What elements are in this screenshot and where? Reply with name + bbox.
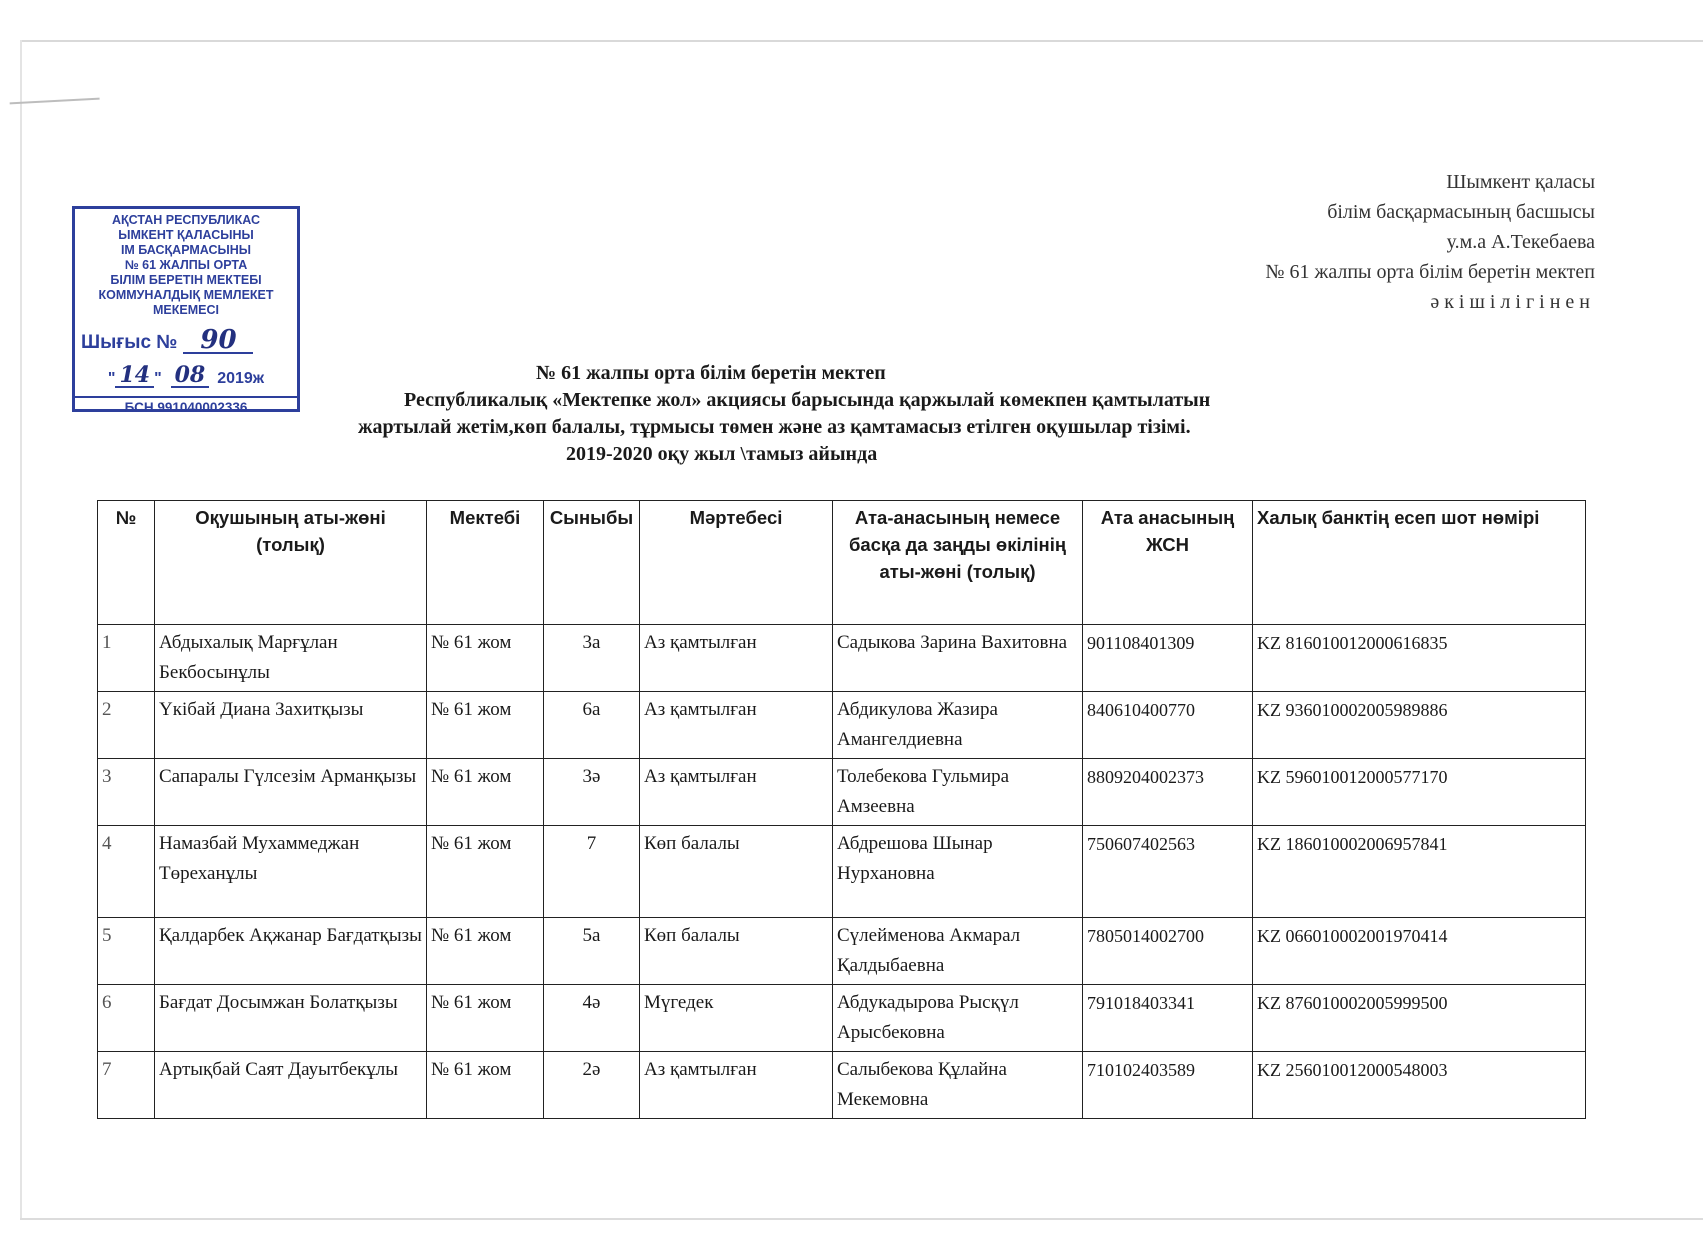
stamp-day: 14 <box>115 364 154 388</box>
table-header-row <box>98 501 1586 625</box>
cell-name: Намазбай Мухаммеджан Төреханұлы <box>155 826 427 918</box>
cell-parent: Абдрешова Шынар Нурхановна <box>833 826 1083 918</box>
title-line: № 61 жалпы орта білім беретін мектеп <box>536 362 886 384</box>
cell-num: 1 <box>98 625 155 692</box>
header-num: № <box>98 501 155 625</box>
stamp-bsn: БСН 991040002336 <box>75 396 297 415</box>
cell-school: № 61 жом <box>427 1052 544 1119</box>
cell-iin: 901108401309 <box>1083 625 1253 692</box>
cell-num: 3 <box>98 759 155 826</box>
header-school: Мектебі <box>427 501 544 625</box>
stamp-outgoing-label: Шығыс № <box>81 332 178 353</box>
document-title <box>340 360 1470 468</box>
cell-grade: 5а <box>544 918 640 985</box>
addressee-line: Шымкент қаласы <box>1446 171 1595 193</box>
stamp-line: АҚСТАН РЕСПУБЛИКАС <box>111 213 260 227</box>
cell-status: Көп балалы <box>640 918 833 985</box>
cell-account: KZ 816010012000616835 <box>1253 625 1586 692</box>
header-name: Оқушының аты-жөні (толық) <box>155 501 427 625</box>
page-edge-top <box>20 40 1703 42</box>
cell-grade: 6а <box>544 692 640 759</box>
addressee-line: білім басқармасының басшысы <box>1327 201 1595 223</box>
cell-parent: Абдукадырова Рысқүл Арысбековна <box>833 985 1083 1052</box>
cell-num: 2 <box>98 692 155 759</box>
cell-parent: Салыбекова Құлайна Мекемовна <box>833 1052 1083 1119</box>
stamp-line: ЫМКЕНТ ҚАЛАСЫНЫ <box>118 228 254 242</box>
addressee-line: у.м.а А.Текебаева <box>1446 231 1595 253</box>
cell-school: № 61 жом <box>427 625 544 692</box>
table-row <box>98 625 1586 692</box>
header-account: Халық банктің есеп шот нөмірі <box>1253 501 1586 625</box>
stamp-outgoing-row <box>81 325 291 355</box>
cell-iin: 791018403341 <box>1083 985 1253 1052</box>
cell-status: Аз қамтылған <box>640 1052 833 1119</box>
stamp-year: 2019 <box>217 370 253 387</box>
addressee-line: әкішілігінен <box>1430 291 1595 313</box>
cell-status: Аз қамтылған <box>640 692 833 759</box>
cell-account: KZ 936010002005989886 <box>1253 692 1586 759</box>
cell-num: 6 <box>98 985 155 1052</box>
table-row <box>98 826 1586 918</box>
stamp-line: КОММУНАЛДЫҚ МЕМЛЕКЕТ <box>98 288 274 302</box>
addressee-line: № 61 жалпы орта білім беретін мектеп <box>1265 261 1595 283</box>
official-stamp <box>72 206 300 415</box>
cell-grade: 4ә <box>544 985 640 1052</box>
cell-parent: Абдикулова Жазира Амангелдиевна <box>833 692 1083 759</box>
cell-name: Абдыхалық Марғұлан Бекбосынұлы <box>155 625 427 692</box>
stamp-outgoing-number: 90 <box>183 328 253 354</box>
stamp-quote: " <box>107 370 116 387</box>
page-edge-left <box>20 40 22 1220</box>
cell-school: № 61 жом <box>427 826 544 918</box>
cell-account: KZ 066010002001970414 <box>1253 918 1586 985</box>
cell-account: KZ 876010002005999500 <box>1253 985 1586 1052</box>
cell-parent: Толебекова Гульмира Амзеевна <box>833 759 1083 826</box>
cell-account: KZ 186010002006957841 <box>1253 826 1586 918</box>
cell-iin: 750607402563 <box>1083 826 1253 918</box>
stamp-quote: " <box>154 370 171 387</box>
cell-grade: 3а <box>544 625 640 692</box>
cell-iin: 7805014002700 <box>1083 918 1253 985</box>
title-line: Республикалық «Мектепке жол» акциясы барысында қаржылай көмекпен қамтылатын <box>404 389 1211 411</box>
cell-status: Аз қамтылған <box>640 759 833 826</box>
cell-iin: 8809204002373 <box>1083 759 1253 826</box>
cell-grade: 2ә <box>544 1052 640 1119</box>
cell-status: Көп балалы <box>640 826 833 918</box>
cell-parent: Садыкова Зарина Вахитовна <box>833 625 1083 692</box>
cell-grade: 7 <box>544 826 640 918</box>
stamp-date-row <box>79 364 293 388</box>
cell-iin: 710102403589 <box>1083 1052 1253 1119</box>
cell-name: Қалдарбек Ақжанар Бағдатқызы <box>155 918 427 985</box>
corner-scribble <box>10 98 101 119</box>
cell-name: Сапаралы Гүлсезім Арманқызы <box>155 759 427 826</box>
title-line: 2019-2020 оқу жыл \тамыз айында <box>566 443 878 465</box>
table-row <box>98 985 1586 1052</box>
header-iin: Ата анасының ЖСН <box>1083 501 1253 625</box>
addressee-block <box>1265 167 1595 317</box>
header-status: Мәртебесі <box>640 501 833 625</box>
table-row <box>98 759 1586 826</box>
page-edge-bottom <box>20 1218 1703 1220</box>
table-row <box>98 692 1586 759</box>
table-row <box>98 918 1586 985</box>
title-line: жартылай жетім,көп балалы, тұрмысы төмен және аз қамтамасыз етілген оқушылар тізімі. <box>358 416 1191 438</box>
stamp-line: ІМ БАСҚАРМАСЫНЫ <box>120 243 252 257</box>
cell-status: Аз қамтылған <box>640 625 833 692</box>
stamp-line: МЕКЕМЕСІ <box>153 303 219 317</box>
cell-iin: 840610400770 <box>1083 692 1253 759</box>
cell-name: Бағдат Досымжан Болатқызы <box>155 985 427 1052</box>
cell-school: № 61 жом <box>427 918 544 985</box>
cell-school: № 61 жом <box>427 759 544 826</box>
header-grade: Сыныбы <box>544 501 640 625</box>
cell-name: Артықбай Саят Дауытбекұлы <box>155 1052 427 1119</box>
cell-school: № 61 жом <box>427 692 544 759</box>
cell-num: 4 <box>98 826 155 918</box>
cell-num: 5 <box>98 918 155 985</box>
stamp-year-suffix: ж <box>252 370 265 387</box>
cell-name: Үкібай Диана Захитқызы <box>155 692 427 759</box>
stamp-line: № 61 ЖАЛПЫ ОРТА <box>124 258 248 272</box>
students-table <box>97 500 1586 1119</box>
cell-account: KZ 256010012000548003 <box>1253 1052 1586 1119</box>
cell-account: KZ 596010012000577170 <box>1253 759 1586 826</box>
stamp-line: БІЛІМ БЕРЕТІН МЕКТЕБІ <box>110 273 262 287</box>
stamp-month: 08 <box>171 364 210 388</box>
header-parent: Ата-анасының немесе басқа да заңды өкілінің аты-жөні (толық) <box>833 501 1083 625</box>
cell-status: Мүгедек <box>640 985 833 1052</box>
cell-school: № 61 жом <box>427 985 544 1052</box>
table-row <box>98 1052 1586 1119</box>
cell-parent: Сүлейменова Акмарал Қалдыбаевна <box>833 918 1083 985</box>
cell-grade: 3ә <box>544 759 640 826</box>
cell-num: 7 <box>98 1052 155 1119</box>
